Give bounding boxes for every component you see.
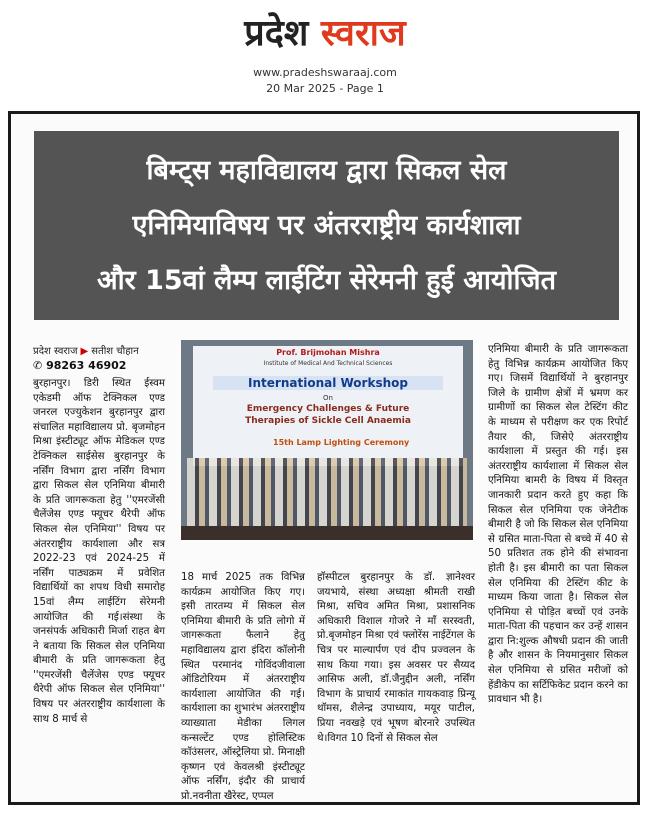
masthead — [0, 0, 650, 104]
headline-box — [34, 131, 619, 320]
phone-line — [33, 359, 126, 372]
photo-banner — [193, 346, 463, 466]
play-triangle-icon: ▶ — [80, 346, 89, 357]
photo-topic-line-2: Therapies of Sickle Cell Anaemia — [245, 416, 411, 426]
headline-line-3: और 15वां लैम्प लाईटिंग सेरेमनी हुई आयोजित — [97, 265, 556, 296]
website-url: www.pradeshswaraaj.com — [253, 66, 397, 79]
photo-topic-line-1: Emergency Challenges & Future — [246, 404, 410, 414]
logo-part2: स्वराज — [320, 13, 406, 54]
photo-banner-title: International Workshop — [213, 376, 443, 390]
photo-institute-sub: Institute of Medical And Technical Sciences — [263, 360, 393, 367]
article-frame — [8, 111, 640, 805]
byline-author: सतीश चौहान — [91, 346, 139, 357]
article-column-4: एनिमिया बीमारी के प्रति जागरूकता हेतु विभिन्न कार्यक्रम आयोजित किए गए। जिसमें विद्यार्थियों ने बुरहानपुर जिले के ग्रामीण क्षेत्रों में भ्रमण कर ग्रामीणों का सिकल सेल टेस्टिंग कीट के माध्यम से परीक्षण कर एक रिपोर्ट तैयार की, जिसेऐ अंतरराष्ट्रीय कार्यशाला में प्रस्तुत की गई। इस अंतरराष्ट्रीय कार्यशाला में सिकल सेल एनिमिया बामरी के विषय में विस्तृत जानकारी प्रदान करते हुए कहा कि सिकल सेल एनिमिया एक जेनेटीक बीमारी है जो कि सिकल सेल एनिमिया से ग्रसित माता-पिता से बच्चे में 40 से 50 प्रतिशत तक होने की संभावना होती है। इस बीमारी का पता सिकल सेल एनिमिया की टेस्टिंग कीट के माध्यम किया जाता है। सिकल सेल एनिमिया से पोड़ित बच्चों एवं उनके माता-पिता की पहचान कर उन्हें शासन द्वारा नि:शुल्क औषधी प्रदान की जाती है और शासन के नियमानुसार सिकल सेल एनिमिया से ग्रसित मरीजों को हेंडीकेप का सर्टिफिकेट प्रदान करने का प्रावधान भी है। — [488, 344, 628, 706]
logo-part1: प्रदेश — [244, 13, 309, 54]
headline — [34, 143, 619, 308]
byline-source: प्रदेश स्वराज — [33, 346, 78, 357]
event-photo — [181, 340, 473, 540]
photo-stage — [181, 526, 473, 540]
phone-number: 98263 46902 — [46, 359, 127, 372]
date-page: 20 Mar 2025 - Page 1 — [266, 82, 384, 95]
phone-icon: ✆ — [33, 359, 43, 372]
photo-banner-on: On — [323, 394, 333, 402]
photo-institute: Prof. Brijmohan Mishra — [276, 348, 380, 357]
newspaper-logo — [0, 12, 650, 56]
article-column-3: हॉस्पीटल बुरहानपुर के डॉ. ज्ञानेश्वर जयभाये, संस्था अध्यक्षा श्रीमती राखी मिश्रा, सचिव अमित मिश्रा, प्रशासनिक अधिकारी विशाल गोजरे ने माँ सरस्वती, प्रो.बृजमोहन मिश्रा एवं फ्लोरेंस नाईटेंगल के चित्र पर माल्यार्पण एवं दीप प्रज्वलन के साथ किया गया। इस अवसर पर सैय्यद आसिफ अली, डॉ.जैनुद्दीन अली, नर्सिंग विभाग के प्राचार्य रमाकांत गायकवाड़ प्रिन्यू थॉमस, शैलेन्द्र उपाध्याय, मयूर पाटील, प्रिया नवखड़े एवं भूषण बोरनारे उपस्थित थे।विगत 10 दिनों से सिकल सेल — [317, 572, 475, 744]
article-column-1: बुरहानपुर। डिरी स्थित ईस्वम एकेडमी ऑफ टेक्निकल एण्ड जनरल एज्युकेशन बुरहानपुर द्वारा संचालित महाविद्यालय प्रो. बृजमोहन मिश्रा इंस्टीट्यूट ऑफ मेडिकल एण्ड टेक्निकल साईसेस बुरहानपुर के नर्सिंग विभाग द्वारा नर्सिंग विभाग द्वारा सिकल सेल एनिमिया बीमारी के प्रति जागरूकता हेतु ''एमरजेंसी चैलेंजेस एण्ड फ्यूचर थैरेपी ऑफ सिकल सेल एनिमिया'' विषय पर अंतरराष्ट्रीय कार्यशाला और सत्र 2022-23 एवं 2024-25 में नर्सिंग पाठ्यक्रम में प्रवेशित विद्यार्थियों का शपथ विधी समारोह 15वां लैम्प लाईटिंग सेरेमनी आयोजित की गई।संस्था के जनसंपर्क अधिकारी मिर्जा राहत बेग ने बताया कि सिकल सेल एनिमिया बीमारी के प्रति जागरूकता हेतु ''एमरजेंसी चैलेंजेस एण्ड फ्यूचर थैरेपी ऑफ सिकल सेल एनिमिया'' विषय पर अंतरराष्ट्रीय कार्यशाला के साथ 8 मार्च से — [33, 378, 165, 725]
byline — [33, 343, 139, 357]
photo-crowd — [187, 458, 467, 534]
headline-line-1: बिम्ट्स महाविद्यालय द्वारा सिकल सेल — [146, 155, 507, 186]
article-column-2: 18 मार्च 2025 तक विभिन्न कार्यक्रम आयोजित किए गए। इसी तारतम्य में सिकल सेल एनिमिया बीमारी के प्रति लोगो में जागरूकता फैलाने हेतु महाविद्यालय द्वारा इंदिरा कॉलोनी स्थित परमानंद गोविंदजीवाला ऑडिटोरियम में अंतरराष्ट्रीय कार्यशाला आयोजित की गई।कार्यशाला का शुभारंभ अंतरराष्ट्रीय व्याख्याता मेडीका लिगल कन्सल्टेंट एण्ड होलिस्टिक कॉउंसलर, ऑस्ट्रेलिया प्रो. मिनाक्षी कृष्णन एवं केवलश्री इंस्टीट्यूट ऑफ नर्सिंग, इंदौर की प्राचार्य प्रो.नवनीता खैरेस्ट, एप्पल — [181, 572, 305, 802]
photo-topic-line-3: 15th Lamp Lighting Ceremony — [273, 438, 410, 447]
headline-line-2: एनिमियाविषय पर अंतरराष्ट्रीय कार्यशाला — [132, 210, 521, 241]
